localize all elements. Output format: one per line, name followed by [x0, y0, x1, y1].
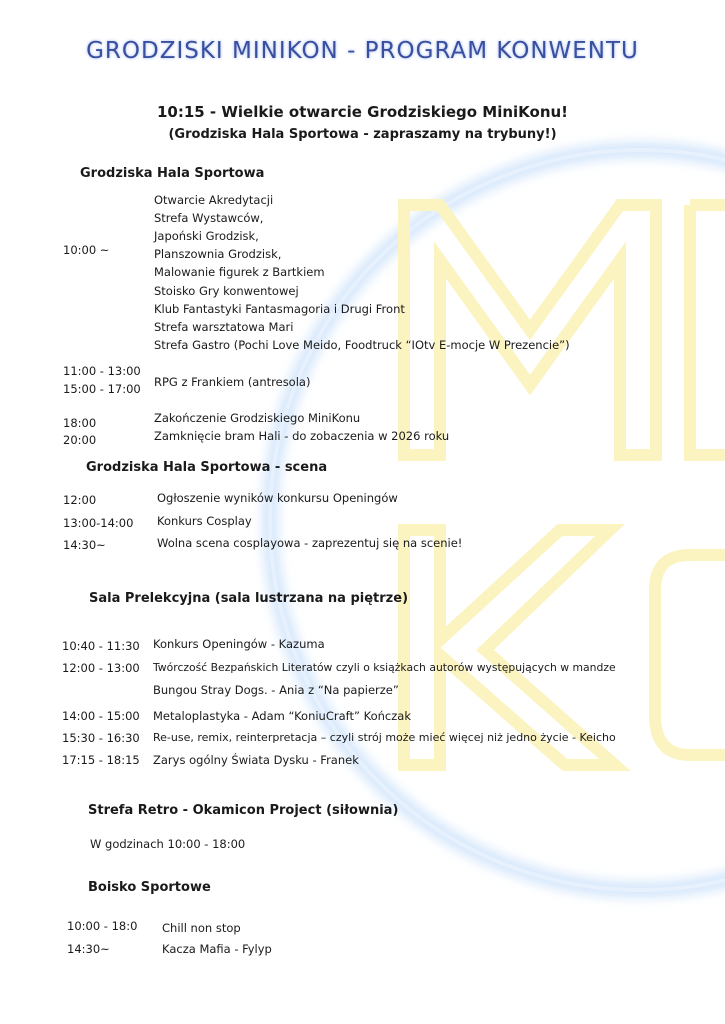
list-item: Metaloplastyka - Adam “KoniuCraft” Kończak [153, 709, 411, 723]
list-item: Malowanie figurek z Bartkiem [154, 265, 325, 279]
time-label: 20:00 [63, 433, 97, 447]
list-item: Zakończenie Grodziskiego MiniKonu [154, 411, 361, 425]
list-item: Zamknięcie bram Hali - do zobaczenia w 2026 roku [154, 429, 450, 443]
list-item: Otwarcie Akredytacji [154, 193, 274, 207]
time-label: 15:30 - 16:30 [62, 731, 140, 745]
time-label: 14:00 - 15:00 [62, 709, 140, 723]
list-item: Planszownia Grodzisk, [154, 247, 282, 261]
list-item: Chill non stop [162, 921, 241, 935]
list-item: Ogłoszenie wyników konkursu Openingów [157, 491, 398, 505]
list-item: Strefa Wystawców, [154, 211, 264, 225]
section-title-prelekcyjna: Sala Prelekcyjna (sala lustrzana na piętrze) [89, 591, 409, 606]
time-label: 12:00 [63, 493, 97, 507]
watermark-letter-m [404, 205, 725, 455]
section-title-retro: Strefa Retro - Okamicon Project (siłownia) [88, 803, 399, 818]
list-item: Bungou Stray Dogs. - Ania z “Na papierze” [153, 683, 399, 697]
list-item: Konkurs Openingów - Kazuma [153, 637, 325, 651]
list-item: Zarys ogólny Świata Dysku - Franek [153, 753, 359, 767]
time-label: 14:30~ [67, 942, 110, 956]
list-item: RPG z Frankiem (antresola) [154, 375, 311, 389]
time-label: 10:00 - 18:0 [67, 919, 138, 933]
opening-headline: 10:15 - Wielkie otwarcie Grodziskiego MiniKonu! [156, 103, 569, 121]
opening-subline: (Grodziska Hala Sportowa - zapraszamy na trybuny!) [168, 127, 557, 142]
list-item: Wolna scena cosplayowa - zaprezentuj się na scenie! [157, 536, 463, 550]
time-label: 11:00 - 13:00 [63, 364, 141, 378]
list-item: Japoński Grodzisk, [154, 229, 259, 243]
time-label: 12:00 - 13:00 [62, 661, 140, 675]
retro-hours: W godzinach 10:00 - 18:00 [90, 837, 246, 851]
list-item: Re-use, remix, reinterpretacja – czyli strój może mieć więcej niż jedno życie - Keicho [153, 731, 616, 744]
time-label: 15:00 - 17:00 [63, 382, 141, 396]
list-item: Kacza Mafia - Fylyp [162, 942, 272, 956]
list-item: Stoisko Gry konwentowej [154, 284, 299, 298]
section-title-scena: Grodziska Hala Sportowa - scena [86, 460, 328, 475]
list-item: Strefa warsztatowa Mari [154, 320, 294, 334]
list-item: Strefa Gastro (Pochi Love Meido, Foodtruck “IOtv E-mocje W Prezencie”) [154, 338, 570, 352]
time-label: 10:00 ~ [63, 243, 110, 257]
watermark-letter-k [404, 530, 725, 765]
list-item: Twórczość Bezpańskich Literatów czyli o książkach autorów występujących w mandze [153, 661, 616, 674]
time-label: 13:00-14:00 [63, 516, 134, 530]
list-item: Klub Fantastyki Fantasmagoria i Drugi Front [154, 302, 405, 316]
time-label: 18:00 [63, 416, 97, 430]
section-title-hala: Grodziska Hala Sportowa [80, 166, 265, 181]
time-label: 17:15 - 18:15 [62, 753, 140, 767]
page-title: GRODZISKI MINIKON - PROGRAM KONWENTU [86, 38, 639, 64]
list-item: Konkurs Cosplay [157, 514, 252, 528]
time-label: 14:30~ [63, 538, 106, 552]
time-label: 10:40 - 11:30 [62, 639, 140, 653]
section-title-boisko: Boisko Sportowe [88, 880, 211, 895]
